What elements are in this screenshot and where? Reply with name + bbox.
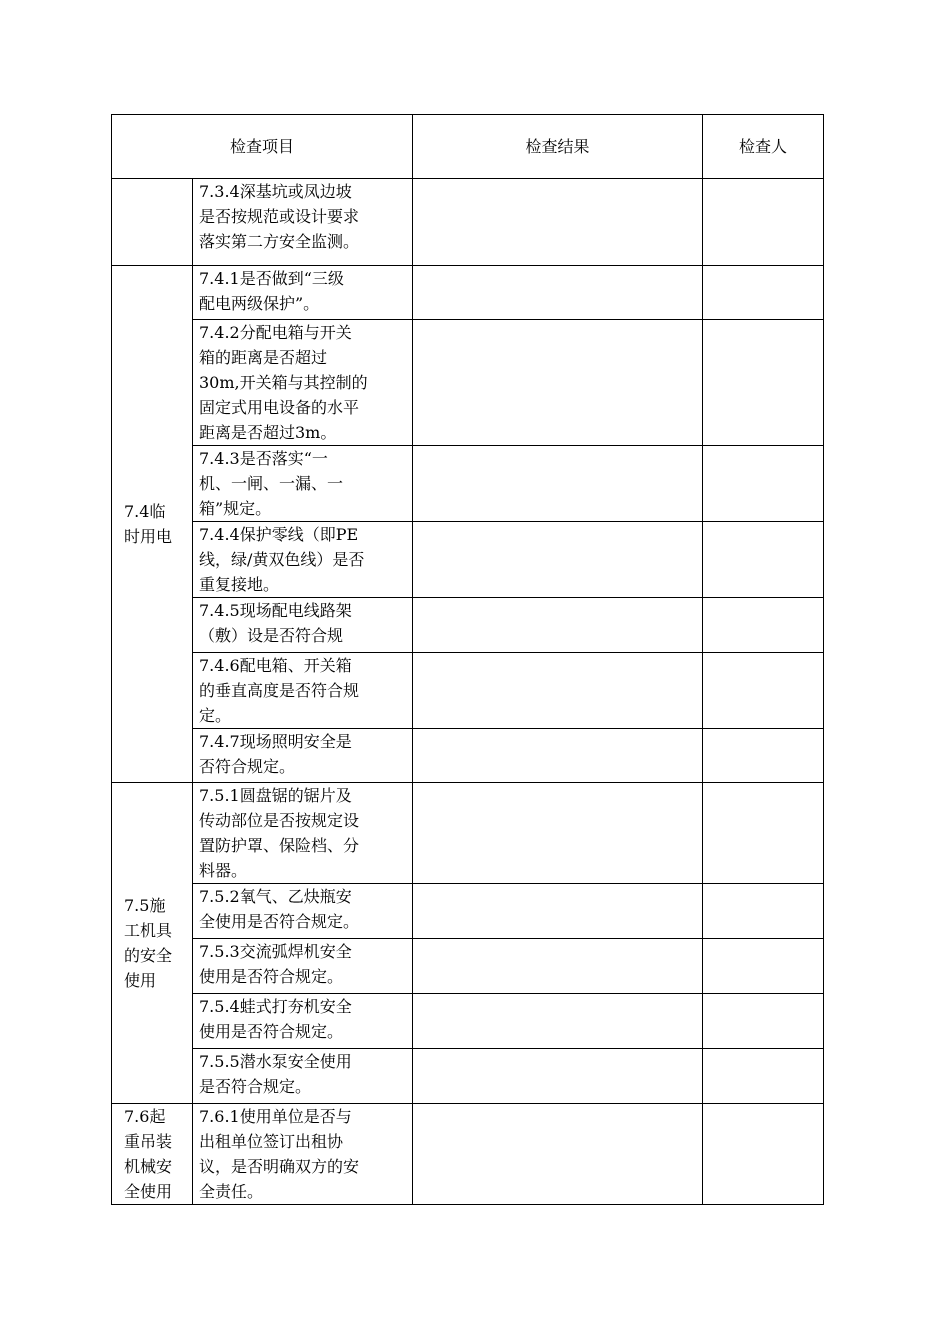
inspector-cell[interactable] (703, 884, 824, 939)
table-row (112, 1049, 824, 1104)
group-7-6: 7.6起 重吊装 机械安 全使用 (124, 1107, 173, 1201)
check-item-7-3-4: 7.3.4深基坑或凤边坡 是否按规范或设计要求 落实第二方安全监测。 (199, 182, 360, 251)
table-row (112, 994, 824, 1049)
table-row (112, 884, 824, 939)
inspection-table (111, 114, 824, 1205)
check-item-cell (193, 783, 413, 884)
check-item-cell (193, 320, 413, 446)
inspector-cell[interactable] (703, 729, 824, 783)
inspector-cell[interactable] (703, 522, 824, 598)
group-cell (112, 266, 193, 783)
group-7-4: 7.4临 时用电 (124, 502, 173, 546)
header-check-item: 检查项目 (112, 115, 413, 179)
check-item-7-4-1: 7.4.1是否做到“三级 配电两级保护”。 (199, 269, 344, 313)
table-row (112, 320, 824, 446)
check-item-cell (193, 939, 413, 994)
result-cell[interactable] (413, 939, 703, 994)
result-cell[interactable] (413, 266, 703, 320)
result-cell[interactable] (413, 1049, 703, 1104)
result-cell[interactable] (413, 994, 703, 1049)
check-item-7-4-3: 7.4.3是否落实“一 机、一闸、一漏、一 箱”规定。 (199, 449, 344, 518)
check-item-7-5-4: 7.5.4蛙式打夯机安全 使用是否符合规定。 (199, 997, 352, 1041)
check-item-7-4-2: 7.4.2分配电箱与开关 箱的距离是否超过 30m,开关箱与其控制的 固定式用电设备的水平 距离是否超过3m。 (199, 323, 368, 442)
check-item-7-5-2: 7.5.2氧气、乙炔瓶安 全使用是否符合规定。 (199, 887, 360, 931)
table-row (112, 266, 824, 320)
check-item-cell (193, 729, 413, 783)
header-check-result: 检查结果 (413, 115, 703, 179)
result-cell[interactable] (413, 320, 703, 446)
check-item-cell (193, 653, 413, 729)
group-cell-empty (112, 179, 193, 266)
check-item-7-4-4: 7.4.4保护零线（即PE 线，绿/黄双色线）是否 重复接地。 (199, 525, 365, 594)
result-cell[interactable] (413, 653, 703, 729)
check-item-cell (193, 1104, 413, 1205)
group-cell (112, 783, 193, 1104)
inspector-cell[interactable] (703, 939, 824, 994)
check-item-cell (193, 884, 413, 939)
table-row (112, 783, 824, 884)
inspector-cell[interactable] (703, 653, 824, 729)
result-cell[interactable] (413, 729, 703, 783)
result-cell[interactable] (413, 179, 703, 266)
check-item-cell (193, 598, 413, 653)
inspector-cell[interactable] (703, 1049, 824, 1104)
check-item-7-5-1: 7.5.1圆盘锯的锯片及 传动部位是否按规定设 置防护罩、保险档、分 料器。 (199, 786, 360, 880)
result-cell[interactable] (413, 783, 703, 884)
table-row (112, 939, 824, 994)
check-item-cell (193, 266, 413, 320)
result-cell[interactable] (413, 884, 703, 939)
inspector-cell[interactable] (703, 320, 824, 446)
check-item-cell (193, 179, 413, 266)
result-cell[interactable] (413, 1104, 703, 1205)
header-inspector: 检查人 (703, 115, 824, 179)
check-item-7-4-7: 7.4.7现场照明安全是 否符合规定。 (199, 732, 352, 776)
header-row (112, 115, 824, 179)
group-cell (112, 1104, 193, 1205)
inspector-cell[interactable] (703, 266, 824, 320)
table-row (112, 1104, 824, 1205)
inspector-cell[interactable] (703, 783, 824, 884)
group-7-5: 7.5施 工机具 的安全 使用 (124, 896, 173, 990)
check-item-cell (193, 1049, 413, 1104)
check-item-7-6-1: 7.6.1使用单位是否与 出租单位签订出租协 议，是否明确双方的安 全责任。 (199, 1107, 360, 1201)
table-row (112, 598, 824, 653)
inspector-cell[interactable] (703, 994, 824, 1049)
result-cell[interactable] (413, 446, 703, 522)
result-cell[interactable] (413, 598, 703, 653)
check-item-7-4-6: 7.4.6配电箱、开关箱 的垂直高度是否符合规 定。 (199, 656, 360, 725)
check-item-cell (193, 994, 413, 1049)
table-row (112, 729, 824, 783)
table-row (112, 179, 824, 266)
inspector-cell[interactable] (703, 446, 824, 522)
result-cell[interactable] (413, 522, 703, 598)
inspector-cell[interactable] (703, 598, 824, 653)
check-item-cell (193, 446, 413, 522)
check-item-cell (193, 522, 413, 598)
inspection-table-sheet (111, 114, 824, 1205)
inspector-cell[interactable] (703, 1104, 824, 1205)
table-row (112, 653, 824, 729)
check-item-7-5-3: 7.5.3交流弧焊机安全 使用是否符合规定。 (199, 942, 352, 986)
check-item-7-4-5: 7.4.5现场配电线路架 （敷）设是否符合规 (199, 601, 352, 645)
inspector-cell[interactable] (703, 179, 824, 266)
table-row (112, 446, 824, 522)
table-row (112, 522, 824, 598)
check-item-7-5-5: 7.5.5潜水泵安全使用 是否符合规定。 (199, 1052, 352, 1096)
